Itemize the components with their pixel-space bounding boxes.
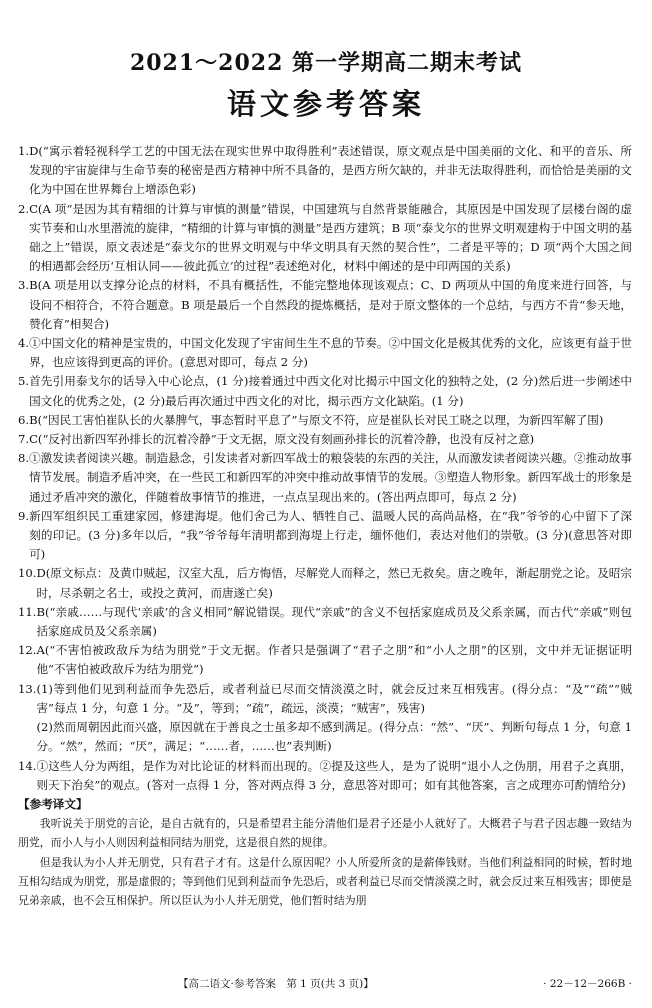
answer-text: B(“因民工害怕崔队长的火暴脾气，事态暂时平息了”与原文不符，应是崔队长对民工晓之以理，为新四军解了围) <box>29 412 604 427</box>
answer-number: 6. <box>18 412 30 427</box>
answer-number: 3. <box>18 278 30 293</box>
answer-part-1: (1)等到他们见到利益而争先恐后，或者利益已尽而交情淡漠之时，就会反过来互相残害。(得分点：“及”“疏”“贼害”每点 1 分，句意 1 分。“及”，等到；“疏”，疏远，淡漠；“贼害”，残害) <box>36 681 632 715</box>
answer-text: C(“反衬出新四军孙排长的沉着冷静”于文无据，原文没有刻画孙排长的沉着冷静，也没有反衬之意) <box>29 432 535 447</box>
answer-number: 7. <box>18 432 30 447</box>
answer-list <box>18 142 632 910</box>
answer-text: B(A 项是用以支撑分论点的材料，不具有概括性，不能完整地体现该观点；C、D 两项从中国的角度来进行回答，与设问不相符合，不符合题意。B 项是最后一个自然段的提炼概括，是对于原文整体的一个总结，与西方不肯“参天地，赞化育”相契合) <box>29 278 632 331</box>
answer-number: 1. <box>18 144 30 158</box>
footer-page-info: 【高二语文·参考答案 第 1 页(共 3 页)】 <box>178 978 374 990</box>
answer-number: 4. <box>18 336 30 351</box>
answer-number: 13. <box>18 681 37 696</box>
answer-text: C(A 项“是因为其有精细的计算与审慎的测量”错误，中国建筑与自然背景能融合，其原因是中国发现了层楼台阁的虚实节奏和山水里潜流的旋律，“精细的计算与审慎的测量”是西方建筑；B 项“泰戈尔的世界文明观建构于中国文明的基础之上”错误，原文表述是“泰戈尔的世界文明观与中华文明具有天然的契合性”，二者是平等的；D 项“两个大国之间的相遇都会经历‘互相认同——彼此孤立’的过程”表述绝对化，材料中阐述的是中印两国的关系) <box>29 201 632 274</box>
section-heading: 【参考译文】 <box>18 796 88 811</box>
answer-title: 语文参考答案 <box>226 87 425 121</box>
answer-item-11 <box>18 603 632 641</box>
answer-item-7 <box>18 430 632 449</box>
answer-number: 12. <box>18 643 37 658</box>
answer-item-1 <box>18 142 632 200</box>
answer-text: D(原文标点：及黄巾贼起，汉室大乱，后方悔悟，尽解党人而释之，然已无救矣。唐之晚年，渐起朋党之论。及昭宗时，尽杀朝之名士，或投之黄河，而唐遂亡矣) <box>36 566 632 600</box>
answer-text: A(“不害怕被政敌斥为结为朋党”于文无据。作者只是强调了“君子之朋”和“小人之朋”的区别，文中并无证据证明他“不害怕被政敌斥为结为朋党”) <box>36 643 632 677</box>
answer-number: 9. <box>18 508 30 523</box>
answer-text: ①这些人分为两组，是作为对比论证的材料而出现的。②提及这些人，是为了说明“退小人之伪朋，用君子之真朋，则天下治矣”的观点。(答对一点得 1 分，答对两点得 3 分，意思答对即可；如有其他答案，言之成理亦可酌情给分) <box>36 758 632 792</box>
answer-text: ①激发读者阅读兴趣。制造悬念，引发读者对新四军战士的粮袋装的东西的关注，从而激发读者阅读兴趣。②推动故事情节发展。制造矛盾冲突，在一些民工和新四军的冲突中推动故事情节的发展。③塑造人物形象。新四军战士的形象是通过矛盾冲突的激化，伴随着故事情节的推进，一点点呈现出来的。(答出两点即可，每点 2 分) <box>29 451 632 504</box>
translation-paragraph-1: 我听说关于朋党的言论，是自古就有的，只是希望君主能分清他们是君子还是小人就好了。大概君子与君子因志趣一致结为朋党，而小人与小人则因利益相同结为朋党，这是很自然的规律。 <box>18 817 632 850</box>
answer-item-9 <box>18 507 632 565</box>
answer-item-10 <box>18 564 632 602</box>
answer-number: 5. <box>18 374 30 389</box>
answer-text: 首先引用泰戈尔的话导入中心论点，(1 分)接着通过中西文化对比揭示中国文化的独特之处，(2 分)然后进一步阐述中国文化的优秀之处，(2 分)最后再次通过中西文化的对比，揭示西方文化缺陷。(1 分) <box>29 374 632 408</box>
answer-text <box>36 680 632 757</box>
answer-item-12 <box>18 641 632 679</box>
answer-number: 10. <box>18 566 37 581</box>
answer-item-8 <box>18 449 632 507</box>
answer-text: D(“寓示着轻视科学工艺的中国无法在现实世界中取得胜利”表述错误，原文观点是中国美丽的文化、和平的音乐、所发现的宇宙旋律与生命节奏的秘密是西方精神中所不具备的，是西方所欠缺的，并非无法取得胜利，而恰恰是美丽的文化为中国在世界舞台上增添色彩) <box>29 144 632 197</box>
answer-item-3 <box>18 276 632 334</box>
answer-item-13 <box>18 680 632 757</box>
answer-item-6 <box>18 411 632 430</box>
exam-title: 2021～2022 第一学期高二期末考试 <box>129 50 523 76</box>
answer-text: ①中国文化的精神是宝贵的，中国文化发现了宇宙间生生不息的节奏。②中国文化是极其优秀的文化，应该更有益于世界，也应该得到更高的评价。(意思对即可，每点 2 分) <box>29 336 632 370</box>
answer-item-4 <box>18 334 632 372</box>
translation-paragraph-2: 但是我认为小人并无朋党，只有君子才有。这是什么原因呢？小人所爱所贪的是薪俸钱财。当他们利益相同的时候，暂时地互相勾结成为朋党，那是虚假的；等到他们见到利益而争先恐后，或者利益已尽而交情淡漠之时，就会反过来互相残害；即使是兄弟亲戚，也不会互相保护。所以臣认为小人并无朋党，他们暂时结为朋 <box>18 855 632 907</box>
answer-item-14 <box>18 757 632 795</box>
answer-part-2: (2)然而周朝因此而兴盛，原因就在于善良之士虽多却不感到满足。(得分点：“然”、“厌”、判断句每点 1 分，句意 1 分。“然”，然而；“厌”，满足；“……者，……也”表判断) <box>36 720 632 754</box>
answer-number: 11. <box>18 604 37 619</box>
answer-number: 14. <box>18 758 37 773</box>
answer-item-5 <box>18 372 632 410</box>
footer-code: · 22－12－266B · <box>543 978 632 990</box>
answer-item-2 <box>18 200 632 277</box>
answer-text: B(“亲戚……与现代‘亲戚’的含义相同”解说错误。现代“亲戚”的含义不包括家庭成员及父系亲属，而古代“亲戚”则包括家庭成员及父系亲属) <box>36 604 632 639</box>
answer-number: 8. <box>18 451 30 466</box>
answer-number: 2. <box>18 201 30 216</box>
answer-text: 新四军组织民工重建家园，修建海堤。他们舍己为人、牺牲自己、温暖人民的高尚品格，在“我”爷爷的心中留下了深刻的印记。(3 分)多年以后，“我”爷爷每年清明都到海堤上行走，缅怀他们，表达对他们的崇敬。(3 分)(意思答对即可) <box>29 508 632 562</box>
